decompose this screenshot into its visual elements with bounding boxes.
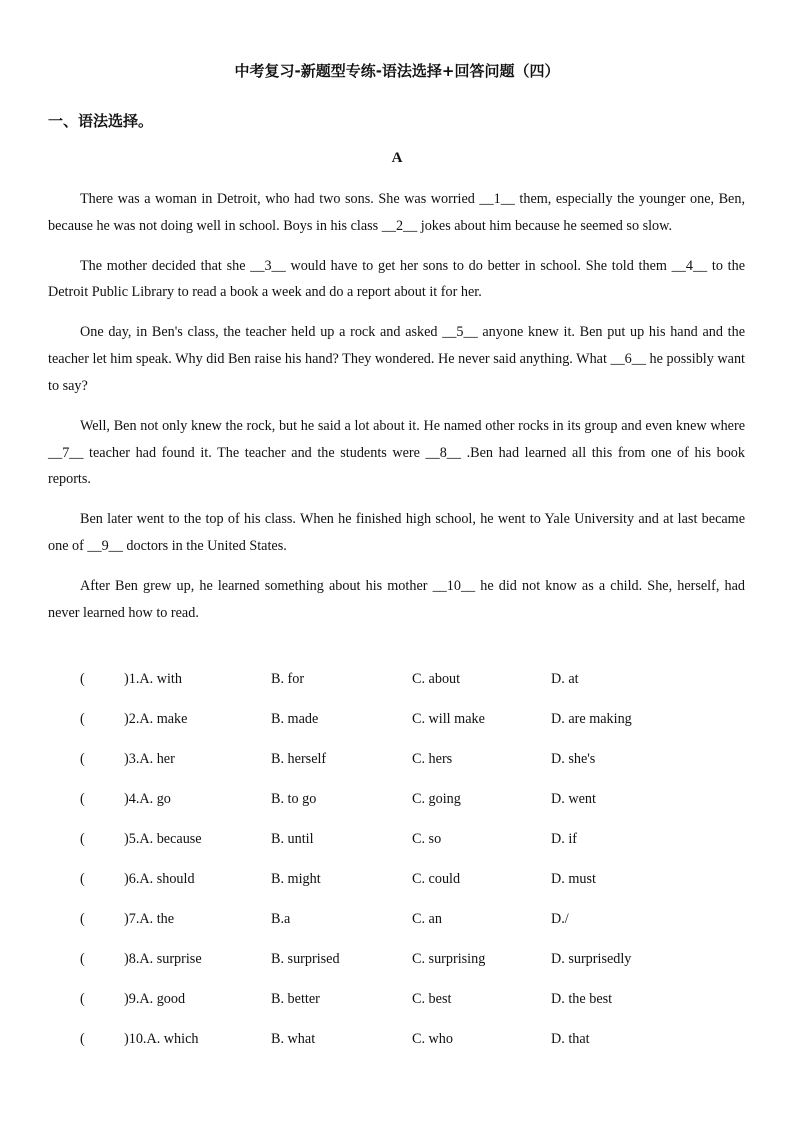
question-row (48, 1026, 745, 1066)
option-c: C. will make (412, 711, 485, 727)
option-d: D. at (551, 671, 579, 687)
question-row (48, 826, 745, 866)
option-d: D. the best (551, 991, 613, 1007)
option-b: B. surprised (271, 951, 340, 967)
page-title: 中考复习-新题型专练-语法选择+回答问题（四） (234, 62, 560, 80)
option-a: )3.A. her (124, 751, 175, 767)
option-a: )10.A. which (124, 1031, 199, 1047)
option-b: B. for (271, 671, 305, 687)
option-a: )2.A. make (124, 711, 188, 727)
answer-blank: ( (80, 711, 85, 727)
answer-blank: ( (80, 991, 85, 1007)
option-b: B. herself (271, 751, 327, 767)
option-d: D. are making (551, 711, 632, 727)
option-d: D. went (551, 791, 596, 807)
option-c: C. best (412, 991, 452, 1007)
option-b: B.a (271, 911, 291, 927)
question-row (48, 666, 745, 706)
question-row (48, 866, 745, 906)
option-b: B. might (271, 871, 321, 887)
option-c: C. going (412, 791, 461, 807)
option-c: C. could (412, 871, 461, 887)
answer-blank: ( (80, 911, 85, 927)
option-b: B. until (271, 831, 314, 847)
answer-blank: ( (80, 1031, 85, 1047)
option-a: )1.A. with (124, 671, 182, 687)
answer-blank: ( (80, 951, 85, 967)
option-d: D. she's (551, 751, 596, 767)
paragraph: Ben later went to the top of his class. When he finished high school, he went to Yale University and at last became one of __9__ doctors in the United States. (48, 511, 745, 554)
option-a: )8.A. surprise (124, 951, 202, 967)
question-row (48, 986, 745, 1026)
passage-label: A (391, 150, 403, 166)
paragraph: After Ben grew up, he learned something about his mother __10__ he did not know as a child. She, herself, had never learned how to read. (48, 577, 745, 621)
question-row (48, 706, 745, 746)
option-b: B. to go (271, 791, 317, 807)
option-c: C. an (412, 911, 442, 927)
question-list (48, 666, 745, 1066)
option-c: C. who (412, 1031, 453, 1047)
answer-blank: ( (80, 751, 85, 767)
option-a: )6.A. should (124, 871, 195, 887)
option-c: C. about (412, 671, 461, 687)
option-a: )7.A. the (124, 911, 175, 927)
option-b: B. made (271, 711, 319, 727)
paragraph: One day, in Ben's class, the teacher held up a rock and asked __5__ anyone knew it. Ben put up his hand and the teacher let him speak. Why did Ben raise his hand? They wondered. He never said anything. What __6__ he possibly want to say? (48, 324, 745, 394)
option-d: D. must (551, 871, 596, 887)
option-a: )9.A. good (124, 991, 186, 1007)
option-b: B. what (271, 1031, 316, 1047)
option-b: B. better (271, 991, 320, 1007)
section-heading: 一、语法选择。 (48, 112, 154, 130)
question-row (48, 946, 745, 986)
paragraph: There was a woman in Detroit, who had two sons. She was worried __1__ them, especially the younger one, Ben, because he was not doing well in school. Boys in his class __2__ jokes about him because he seemed so slow. (48, 191, 745, 234)
answer-blank: ( (80, 671, 85, 687)
option-d: D./ (551, 911, 569, 927)
question-row (48, 786, 745, 826)
option-d: D. that (551, 1031, 590, 1047)
option-a: )4.A. go (124, 791, 171, 807)
question-row (48, 906, 745, 946)
option-c: C. so (412, 831, 442, 847)
option-a: )5.A. because (124, 831, 202, 847)
paragraph: Well, Ben not only knew the rock, but he said a lot about it. He named other rocks in its group and even knew where __7__ teacher had found it. The teacher and the students were __8__ .Ben had learned all this from one of his book reports. (48, 417, 745, 488)
answer-blank: ( (80, 871, 85, 887)
answer-blank: ( (80, 791, 85, 807)
answer-blank: ( (80, 831, 85, 847)
option-d: D. if (551, 831, 578, 847)
option-d: D. surprisedly (551, 951, 632, 967)
option-c: C. hers (412, 751, 453, 767)
question-row (48, 746, 745, 786)
option-c: C. surprising (412, 951, 486, 967)
paragraph: The mother decided that she __3__ would have to get her sons to do better in school. She told them __4__ to the Detroit Public Library to read a book a week and do a report about it for her. (48, 257, 745, 301)
passage (48, 186, 745, 640)
